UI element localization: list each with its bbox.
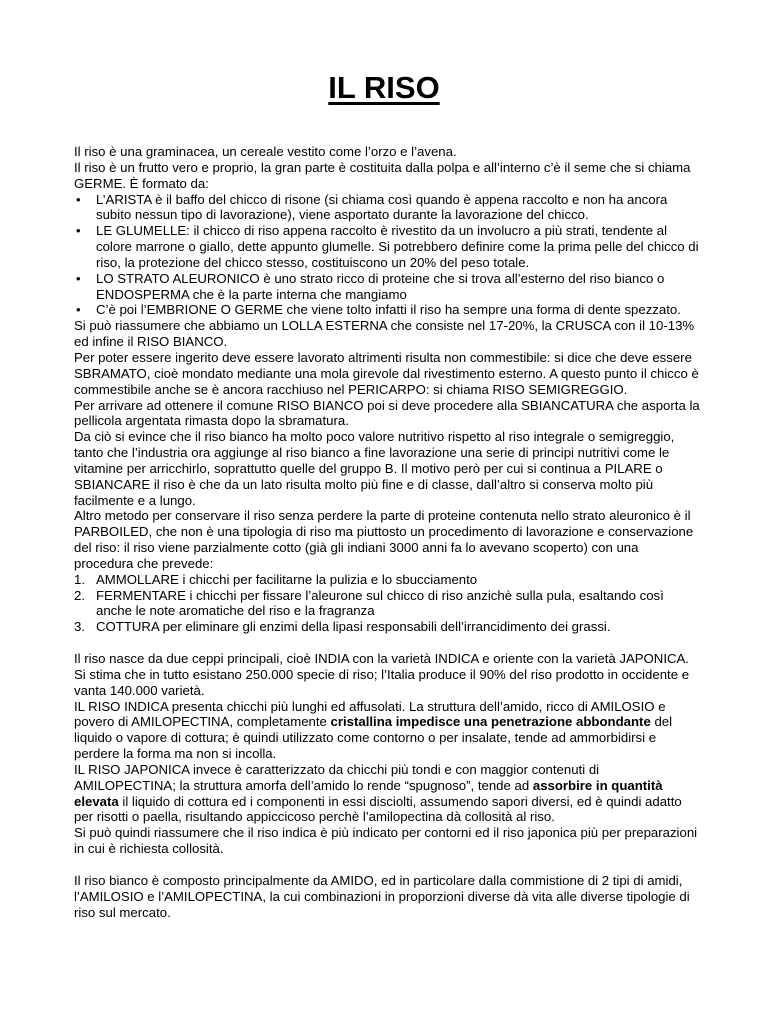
text-run: del liquido o vapore di cottura; è quindi utilizzato come contorno o per insalate, tende ad ammorbidirsi e perdere la forma ma non si incolla. [74,714,673,762]
paragraph-riso-japonica [74,762,700,825]
list-item-glumelle: • LE GLUMELLE: il chicco di riso appena raccolto è rivestito da un involucro a più strati, tendente al colore marrone o giallo, dette appunto glumelle. Si potrebbero definire come la prima pelle del chicco di riso, la protezione del chicco stesso, costituiscono un 20% del peso totale. [74,223,700,271]
document-body [74,144,700,920]
intro-line-1: Il riso è una graminacea, un cereale vestito come l’orzo e l’avena. [74,144,457,159]
step-number: 2. [74,587,85,603]
step-item [74,572,700,588]
list-item-embrione: • C’è poi l’EMBRIONE O GERME che viene tolto infatti il riso ha sempre una forma di dente spezzato. [74,302,700,318]
paragraph-riassunto: Si può quindi riassumere che il riso indica è più indicato per contorni ed il riso japonica più per preparazioni in cui è richiesta collosità. [74,825,698,857]
text-run: IL RISO JAPONICA invece è caratterizzato da chicchi più tondi e con maggior contenuti di AMILOPECTINA; la struttura amorfa dell’amido lo rende “spugnoso”, tende ad [74,761,600,793]
step-text: FERMENTARE i chicchi per fissare l’aleurone sul chicco di riso anzichè sulla pula, esaltando così anche le note aromatiche del riso e la fragranza [96,587,664,619]
list-item-arista: • L’ARISTA è il baffo del chicco di risone (si chiama così quando è appena raccolto e non ha ancora subito nessun tipo di lavorazione), viene asportato durante la lavorazione del chicco. [74,192,700,224]
paragraph-spacer [74,635,700,651]
paragraph-ceppi: Il riso nasce da due ceppi principali, cioè INDIA con la varietà INDICA e oriente con la varietà JAPONICA. Si stima che in tutto esistano 250.000 specie di riso; l’Italia produce il 90% del riso prodotto in occidente e vanta 140.000 varietà. [74,651,690,698]
bold-text-run: assorbire in quantità elevata [74,777,663,809]
step-number: 3. [74,619,85,635]
step-number: 1. [74,571,85,587]
bold-text-run: cristallina impedisce una penetrazione abbondante [330,714,651,730]
paragraph-spacer [74,857,700,873]
paragraph-parboiled: Altro metodo per conservare il riso senza perdere la parte di proteine contenuta nello strato aleuronico è il PARBOILED, che non è una tipologia di riso ma piuttosto un procedimento di lavorazione e conservazione del riso: il riso viene parzialmente cotto (già gli indiani 3000 anni fa lo avevano scoperto) con una procedura che prevede: [74,508,694,571]
step-item [74,588,700,620]
step-item [74,619,700,635]
step-text: COTTURA per eliminare gli enzimi della lipasi responsabili dell’irrancidimento dei grassi. [96,619,611,635]
document-title: IL RISO [328,70,440,105]
paragraph-valore-nutritivo: Da ciò si evince che il riso bianco ha molto poco valore nutritivo rispetto al riso integrale o semigreggio, tanto che l’industria ora aggiunge al riso bianco a fine lavorazione una serie di principi nutritivi come le vitamine per arricchirlo, soprattutto quelle del gruppo B. Il motivo però per cui si continua a PILARE o SBIANCARE il riso è che da un lato risulta molto più fine e di classe, dall’altro si conserva molto più facilmente e a lungo. [74,429,675,508]
parboiled-steps-list [74,572,700,635]
paragraph-amido: Il riso bianco è composto principalmente da AMIDO, ed in particolare dalla commistione di 2 tipi di amidi, l’AMILOSIO e l’AMILOPECTINA, la cui combinazioni in proporzioni diverse dà vita alle diverse tipologie di riso sul mercato. [74,872,690,920]
text-run: IL RISO INDICA presenta chicchi più lunghi ed affusolati. La struttura dell’amido, ricco di AMILOSIO e povero di AMILOPECTINA, completamente [74,698,666,730]
paragraph-sbramato: Per poter essere ingerito deve essere lavorato altrimenti risulta non commestibile: si dice che deve essere SBRAMATO, cioè mondato mediante una mola girevole dal rivestimento esterno. A questo punto il chicco è commestibile anche se è ancora racchiuso nel PERICARPO: si chiama RISO SEMIGREGGIO. [74,349,699,397]
list-item-strato-aleuronico: • LO STRATO ALEURONICO è uno strato ricco di proteine che si trova all’esterno del riso bianco o ENDOSPERMA che è la parte interna che mangiamo [74,271,700,303]
step-text: AMMOLLARE i chicchi per facilitarne la pulizia e lo sbucciamento [96,571,478,587]
rice-parts-list [74,192,700,319]
text-run: il liquido di cottura ed i componenti in essi disciolti, assumendo sapori diversi, ed è quindi adatto per risotti o paella, risultando appiccicoso perchè l’amilopectina dà collosità al riso. [74,793,682,825]
paragraph-lolla: Si può riassumere che abbiamo un LOLLA ESTERNA che consiste nel 17-20%, la CRUSCA con il 10-13% ed infine il RISO BIANCO. [74,318,695,350]
paragraph-sbiancatura: Per arrivare ad ottenere il comune RISO BIANCO poi si deve procedere alla SBIANCATURA che asporta la pellicola argentata rimasta dopo la sbramatura. [74,397,700,429]
paragraph-riso-indica [74,699,700,762]
intro-line-2: Il riso è un frutto vero e proprio, la gran parte è costituita dalla polpa e all’interno c’è il seme che si chiama GERME. È formato da: [74,159,691,191]
